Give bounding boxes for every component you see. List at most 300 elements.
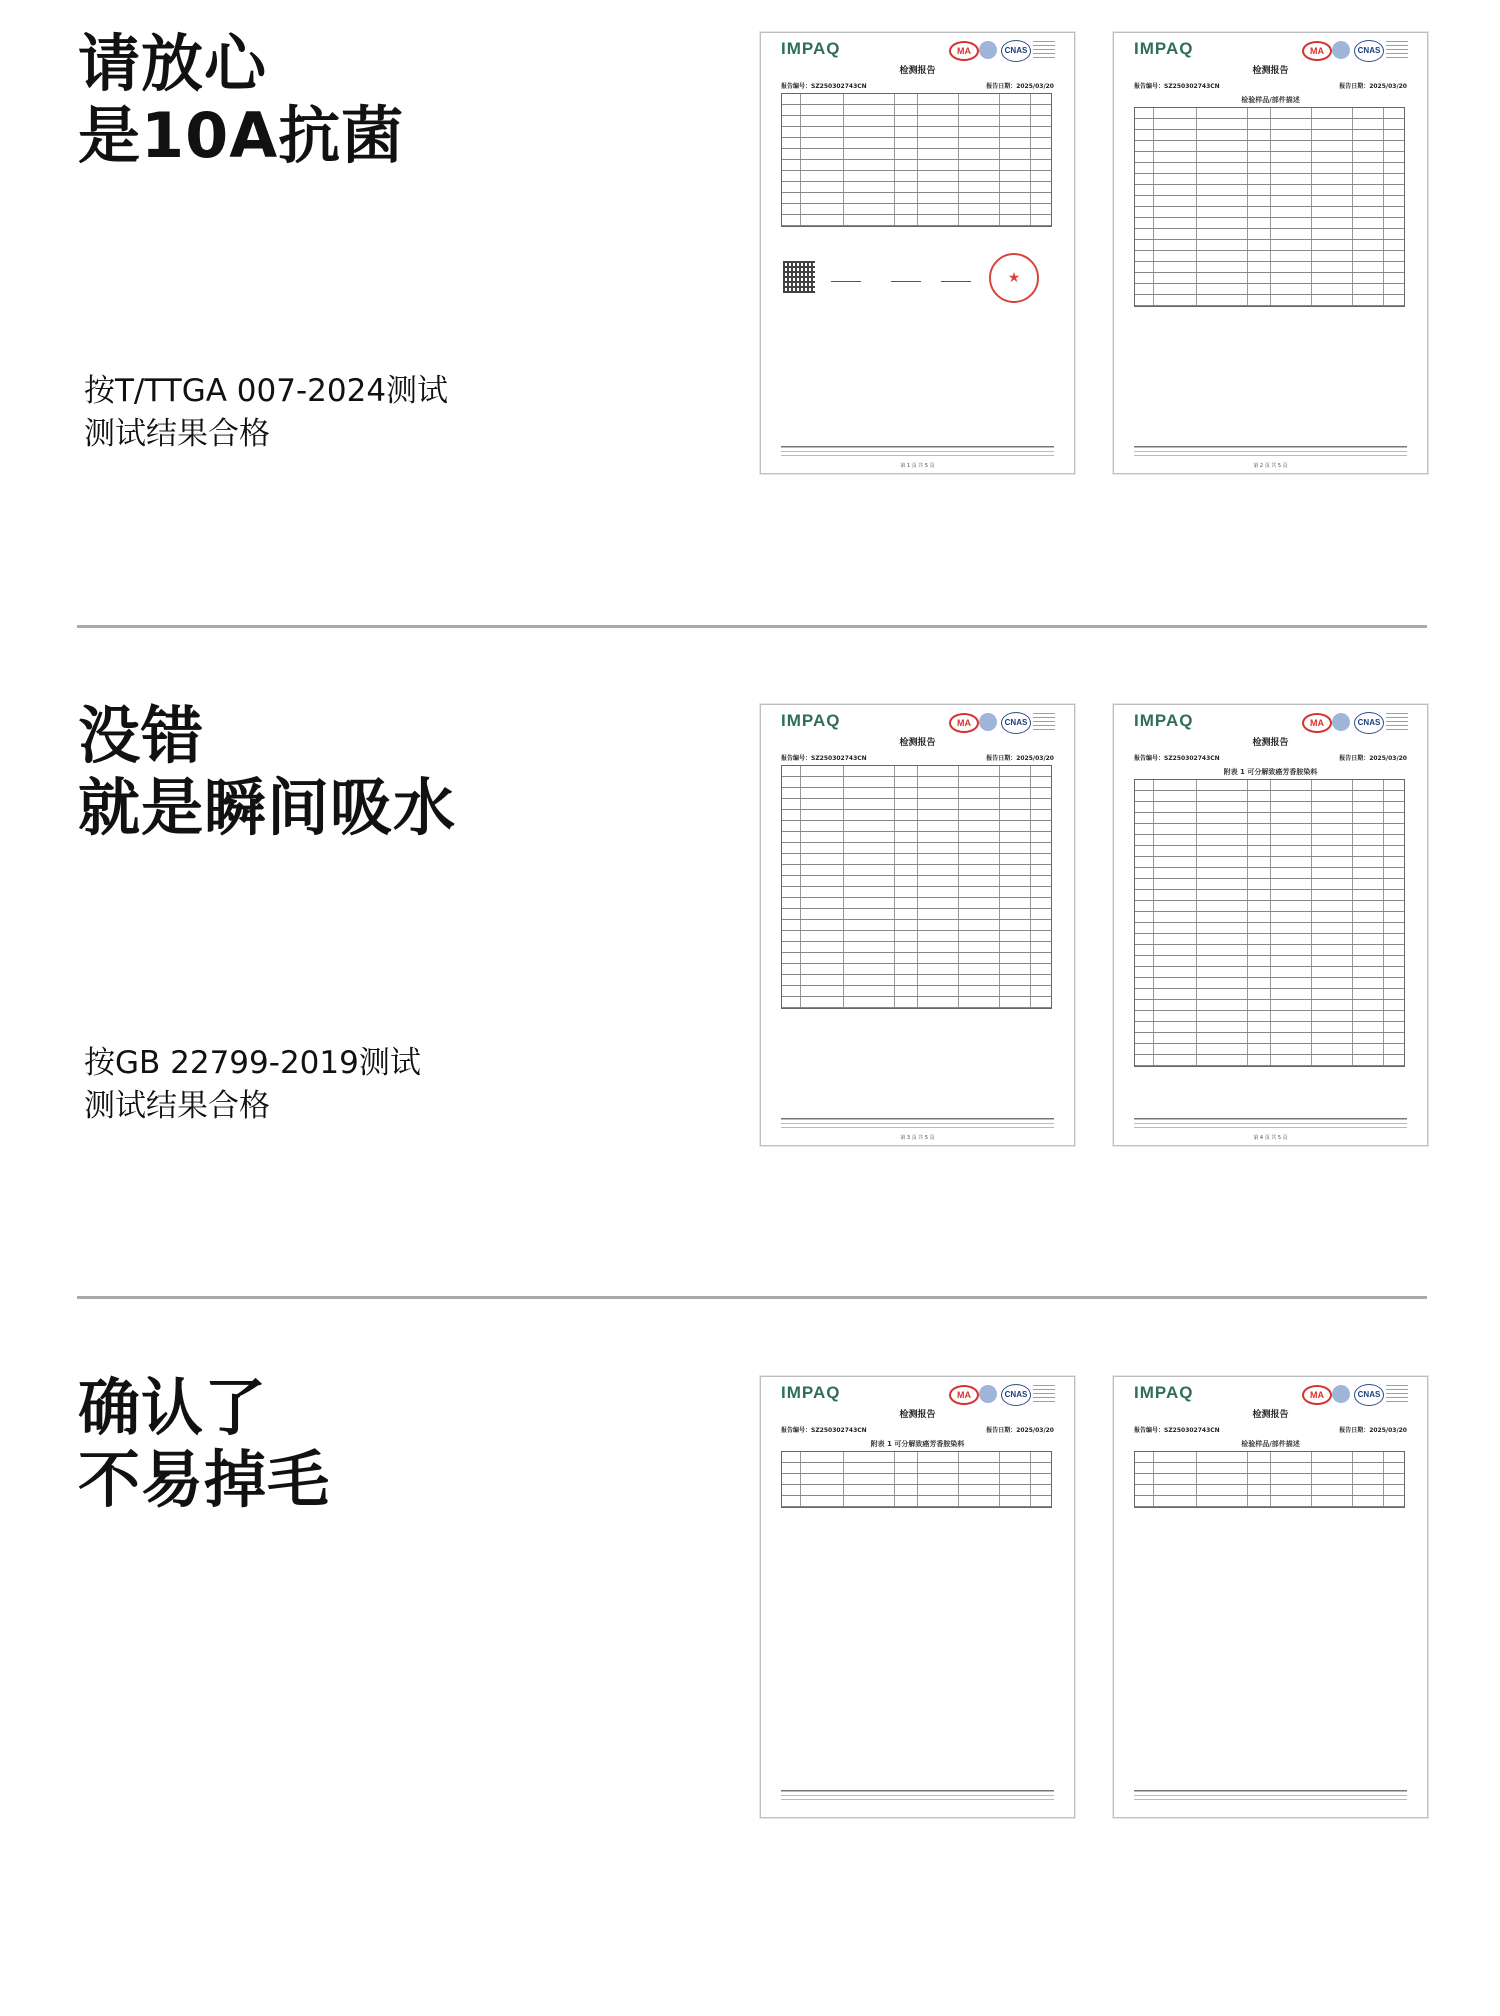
table-row — [1135, 185, 1404, 196]
table-subtitle: 附表 1 可分解致癌芳香胺染料 — [870, 1440, 965, 1448]
table-cell — [1154, 879, 1197, 889]
table-cell — [1197, 890, 1248, 900]
table-cell — [1353, 229, 1384, 239]
table-cell — [1312, 835, 1353, 845]
table-cell — [1312, 218, 1353, 228]
table-cell — [801, 138, 844, 148]
table-cell — [1248, 1474, 1271, 1484]
table-cell — [1248, 923, 1271, 933]
table-cell — [801, 975, 844, 985]
table-row — [1135, 273, 1404, 284]
table-cell — [1197, 835, 1248, 845]
table-cell — [1271, 1496, 1312, 1506]
table-row — [1135, 295, 1404, 306]
table-cell — [1248, 945, 1271, 955]
table-cell — [918, 942, 959, 952]
table-cell — [782, 193, 801, 203]
table-cell — [1000, 1463, 1031, 1473]
table-cell — [782, 766, 801, 776]
test-caption — [84, 370, 448, 456]
table-cell — [1197, 185, 1248, 195]
table-row — [1135, 901, 1404, 912]
accreditation-text-block — [1033, 1385, 1055, 1403]
report-meta — [1134, 1425, 1407, 1434]
report-number: 报告编号：SZ250302743CN — [1134, 1427, 1220, 1434]
table-row — [1135, 229, 1404, 240]
table-cell — [782, 920, 801, 930]
table-cell — [782, 909, 801, 919]
caption-line: 测试结果合格 — [84, 416, 270, 452]
table-row — [782, 832, 1051, 843]
table-cell — [1353, 1485, 1384, 1495]
table-cell — [1248, 967, 1271, 977]
accreditation-text-block — [1386, 713, 1408, 731]
table-row — [1135, 108, 1404, 119]
report-date: 报告日期：2025/03/20 — [1339, 755, 1407, 762]
table-cell — [1271, 1011, 1312, 1021]
table-cell — [1312, 141, 1353, 151]
table-cell — [1154, 262, 1197, 272]
table-row — [1135, 1485, 1404, 1496]
table-cell — [1135, 295, 1154, 305]
table-cell — [918, 1452, 959, 1462]
headline-line: 没错 — [78, 699, 205, 772]
table-cell — [1248, 130, 1271, 140]
table-cell — [959, 854, 1000, 864]
table-cell — [1248, 262, 1271, 272]
table-row — [782, 986, 1051, 997]
table-cell — [1248, 119, 1271, 129]
table-row — [782, 810, 1051, 821]
table-cell — [1000, 160, 1031, 170]
table-cell — [895, 777, 918, 787]
table-row — [782, 931, 1051, 942]
table-cell — [1271, 163, 1312, 173]
table-cell — [844, 887, 895, 897]
table-cell — [918, 865, 959, 875]
table-cell — [1248, 1022, 1271, 1032]
section-headline — [78, 700, 456, 844]
table-cell — [1353, 1011, 1384, 1021]
table-cell — [1271, 251, 1312, 261]
table-cell — [1135, 912, 1154, 922]
table-cell — [959, 975, 1000, 985]
accreditation-seal-icon — [1332, 713, 1350, 731]
table-cell — [1154, 846, 1197, 856]
table-row — [1135, 868, 1404, 879]
table-cell — [1154, 273, 1197, 283]
table-row — [1135, 1452, 1404, 1463]
table-cell — [782, 876, 801, 886]
report-footer-text — [1134, 1118, 1407, 1131]
page-number: 第 2 页 共 5 页 — [1253, 463, 1288, 469]
table-cell — [1248, 163, 1271, 173]
table-cell — [1271, 890, 1312, 900]
table-cell — [1248, 251, 1271, 261]
table-cell — [918, 149, 959, 159]
table-row — [1135, 890, 1404, 901]
table-cell — [959, 1474, 1000, 1484]
table-row — [1135, 846, 1404, 857]
table-cell — [1312, 196, 1353, 206]
table-cell — [844, 105, 895, 115]
table-cell — [844, 1463, 895, 1473]
table-row — [1135, 207, 1404, 218]
table-cell — [844, 182, 895, 192]
table-cell — [844, 788, 895, 798]
table-row — [1135, 835, 1404, 846]
table-cell — [1248, 1496, 1271, 1506]
table-row — [782, 1496, 1051, 1507]
table-cell — [1312, 824, 1353, 834]
table-subtitle: 检验样品/部件描述 — [1241, 96, 1300, 104]
report-table — [781, 1451, 1052, 1508]
report-footer-text — [1134, 446, 1407, 459]
table-cell — [1000, 127, 1031, 137]
table-cell — [1312, 273, 1353, 283]
report-footer-text — [781, 1790, 1054, 1803]
table-cell — [918, 160, 959, 170]
impaq-logo: IMPAQ — [1134, 39, 1194, 58]
table-cell — [1312, 295, 1353, 305]
table-cell — [1197, 196, 1248, 206]
table-cell — [1197, 945, 1248, 955]
qr-code — [783, 261, 815, 293]
table-cell — [1353, 945, 1384, 955]
table-cell — [1154, 163, 1197, 173]
table-cell — [1271, 196, 1312, 206]
ma-certification-mark: MA — [1302, 1385, 1332, 1405]
table-cell — [801, 1474, 844, 1484]
table-cell — [1271, 130, 1312, 140]
table-cell — [959, 887, 1000, 897]
table-cell — [1353, 218, 1384, 228]
table-row — [782, 215, 1051, 226]
table-cell — [844, 854, 895, 864]
table-cell — [895, 182, 918, 192]
table-cell — [1271, 846, 1312, 856]
table-cell — [1312, 989, 1353, 999]
table-cell — [1135, 1485, 1154, 1495]
table-cell — [844, 138, 895, 148]
table-cell — [782, 777, 801, 787]
table-cell — [782, 1474, 801, 1484]
table-cell — [1248, 108, 1271, 118]
table-row — [782, 942, 1051, 953]
table-cell — [1135, 1033, 1154, 1043]
feature-section — [0, 1344, 1500, 2016]
table-cell — [1197, 967, 1248, 977]
table-cell — [895, 964, 918, 974]
table-cell — [1248, 1044, 1271, 1054]
table-cell — [1197, 1474, 1248, 1484]
table-cell — [801, 193, 844, 203]
table-cell — [801, 986, 844, 996]
table-cell — [895, 997, 918, 1007]
table-cell — [1197, 879, 1248, 889]
table-cell — [844, 876, 895, 886]
table-cell — [1135, 251, 1154, 261]
table-cell — [1271, 989, 1312, 999]
table-cell — [1154, 229, 1197, 239]
table-cell — [1312, 923, 1353, 933]
table-cell — [844, 777, 895, 787]
table-cell — [801, 1496, 844, 1506]
table-cell — [801, 876, 844, 886]
report-date: 报告日期：2025/03/20 — [1339, 83, 1407, 90]
table-cell — [1154, 174, 1197, 184]
table-cell — [959, 116, 1000, 126]
table-cell — [801, 160, 844, 170]
table-cell — [801, 182, 844, 192]
table-cell — [918, 1474, 959, 1484]
table-cell — [1312, 229, 1353, 239]
accreditation-text-block — [1386, 41, 1408, 59]
table-cell — [895, 204, 918, 214]
table-cell — [1154, 1000, 1197, 1010]
cnas-mark: CNAS — [1001, 40, 1031, 62]
table-cell — [918, 964, 959, 974]
table-cell — [1312, 152, 1353, 162]
table-cell — [895, 854, 918, 864]
report-date: 报告日期：2025/03/20 — [986, 755, 1054, 762]
table-row — [1135, 1011, 1404, 1022]
report-number: 报告编号：SZ250302743CN — [781, 755, 867, 762]
table-cell — [1135, 174, 1154, 184]
table-cell — [1271, 1463, 1312, 1473]
table-row — [1135, 1496, 1404, 1507]
table-cell — [895, 887, 918, 897]
report-footer-text — [1134, 1790, 1407, 1803]
table-cell — [959, 821, 1000, 831]
table-cell — [1271, 901, 1312, 911]
table-row — [1135, 174, 1404, 185]
table-cell — [1197, 923, 1248, 933]
table-cell — [1353, 284, 1384, 294]
table-cell — [1000, 1452, 1031, 1462]
table-cell — [1248, 1033, 1271, 1043]
table-cell — [1197, 868, 1248, 878]
table-cell — [1248, 185, 1271, 195]
table-cell — [1135, 978, 1154, 988]
table-cell — [782, 215, 801, 225]
table-cell — [1353, 185, 1384, 195]
table-cell — [1271, 218, 1312, 228]
table-cell — [1353, 912, 1384, 922]
table-cell — [918, 193, 959, 203]
test-report-image[interactable] — [1113, 1376, 1428, 1818]
table-cell — [1135, 780, 1154, 790]
table-cell — [959, 964, 1000, 974]
table-cell — [1197, 262, 1248, 272]
report-table — [781, 93, 1052, 227]
table-cell — [1312, 1000, 1353, 1010]
table-cell — [1248, 912, 1271, 922]
table-cell — [1000, 964, 1031, 974]
table-cell — [959, 149, 1000, 159]
headline-line: 不易掉毛 — [78, 1443, 331, 1516]
table-cell — [918, 171, 959, 181]
table-cell — [895, 1452, 918, 1462]
table-row — [1135, 1055, 1404, 1066]
table-cell — [1154, 119, 1197, 129]
table-cell — [1312, 780, 1353, 790]
table-cell — [1353, 251, 1384, 261]
table-cell — [1135, 273, 1154, 283]
table-cell — [1271, 1055, 1312, 1065]
table-cell — [959, 127, 1000, 137]
test-report-image[interactable] — [760, 704, 1075, 1146]
table-cell — [895, 975, 918, 985]
test-report-image[interactable] — [1113, 32, 1428, 474]
table-cell — [1154, 185, 1197, 195]
table-cell — [1000, 94, 1031, 104]
table-cell — [1135, 284, 1154, 294]
table-cell — [1135, 813, 1154, 823]
table-cell — [1000, 854, 1031, 864]
table-cell — [801, 1463, 844, 1473]
table-cell — [1135, 967, 1154, 977]
table-cell — [918, 1496, 959, 1506]
report-date: 报告日期：2025/03/20 — [1339, 1427, 1407, 1434]
table-cell — [1000, 843, 1031, 853]
table-cell — [918, 997, 959, 1007]
table-cell — [1248, 934, 1271, 944]
table-cell — [1154, 901, 1197, 911]
table-cell — [918, 204, 959, 214]
table-cell — [782, 832, 801, 842]
table-cell — [1197, 956, 1248, 966]
table-cell — [1135, 956, 1154, 966]
table-row — [1135, 284, 1404, 295]
table-row — [1135, 857, 1404, 868]
table-cell — [844, 810, 895, 820]
table-cell — [1271, 185, 1312, 195]
table-cell — [801, 127, 844, 137]
table-cell — [1271, 141, 1312, 151]
table-cell — [782, 898, 801, 908]
table-row — [1135, 780, 1404, 791]
table-cell — [1353, 835, 1384, 845]
table-cell — [1197, 141, 1248, 151]
table-cell — [1000, 1496, 1031, 1506]
table-cell — [844, 799, 895, 809]
table-cell — [782, 1463, 801, 1473]
table-cell — [801, 94, 844, 104]
table-cell — [918, 116, 959, 126]
table-cell — [895, 821, 918, 831]
table-cell — [1248, 141, 1271, 151]
table-row — [1135, 945, 1404, 956]
table-row — [782, 1485, 1051, 1496]
table-cell — [1312, 130, 1353, 140]
table-cell — [1248, 1011, 1271, 1021]
table-cell — [782, 204, 801, 214]
table-cell — [1197, 780, 1248, 790]
table-cell — [1154, 1011, 1197, 1021]
table-cell — [1271, 1000, 1312, 1010]
table-cell — [959, 942, 1000, 952]
table-cell — [1135, 262, 1154, 272]
table-cell — [1197, 824, 1248, 834]
table-row — [782, 193, 1051, 204]
table-cell — [1154, 780, 1197, 790]
table-cell — [895, 116, 918, 126]
table-cell — [1271, 868, 1312, 878]
table-cell — [1271, 879, 1312, 889]
table-cell — [1154, 1485, 1197, 1495]
table-cell — [1000, 810, 1031, 820]
table-cell — [1271, 967, 1312, 977]
table-cell — [1135, 1474, 1154, 1484]
table-cell — [959, 160, 1000, 170]
table-row — [1135, 1000, 1404, 1011]
table-cell — [782, 931, 801, 941]
table-cell — [895, 171, 918, 181]
table-cell — [844, 931, 895, 941]
table-row — [1135, 1022, 1404, 1033]
table-cell — [801, 865, 844, 875]
table-cell — [1197, 108, 1248, 118]
table-cell — [1271, 923, 1312, 933]
test-report-image[interactable] — [1113, 704, 1428, 1146]
table-row — [1135, 218, 1404, 229]
table-cell — [1197, 846, 1248, 856]
report-title: 检测报告 — [1252, 738, 1289, 748]
table-row — [782, 766, 1051, 777]
table-cell — [1248, 956, 1271, 966]
table-cell — [1248, 780, 1271, 790]
table-cell — [918, 931, 959, 941]
test-report-image[interactable] — [760, 32, 1075, 474]
table-row — [782, 898, 1051, 909]
table-cell — [918, 909, 959, 919]
table-cell — [1271, 262, 1312, 272]
table-cell — [1353, 956, 1384, 966]
table-cell — [959, 810, 1000, 820]
table-row — [782, 1463, 1051, 1474]
table-cell — [1312, 1474, 1353, 1484]
table-cell — [1271, 1044, 1312, 1054]
table-cell — [1154, 240, 1197, 250]
cnas-mark: CNAS — [1354, 1384, 1384, 1406]
report-footer-text — [781, 1118, 1054, 1131]
table-cell — [844, 953, 895, 963]
table-cell — [1271, 108, 1312, 118]
table-cell — [1135, 879, 1154, 889]
ma-certification-mark: MA — [949, 713, 979, 733]
table-cell — [1248, 802, 1271, 812]
table-cell — [1197, 1033, 1248, 1043]
table-cell — [1135, 119, 1154, 129]
table-cell — [1353, 978, 1384, 988]
table-cell — [1271, 1022, 1312, 1032]
report-date: 报告日期：2025/03/20 — [986, 83, 1054, 90]
table-cell — [782, 171, 801, 181]
table-cell — [1271, 978, 1312, 988]
table-cell — [959, 138, 1000, 148]
table-cell — [1353, 879, 1384, 889]
table-cell — [1353, 890, 1384, 900]
table-cell — [1197, 857, 1248, 867]
table-row — [782, 843, 1051, 854]
section-headline — [78, 28, 404, 172]
table-cell — [782, 105, 801, 115]
table-cell — [1000, 766, 1031, 776]
report-meta — [781, 81, 1054, 90]
test-report-image[interactable] — [760, 1376, 1075, 1818]
table-cell — [1135, 240, 1154, 250]
